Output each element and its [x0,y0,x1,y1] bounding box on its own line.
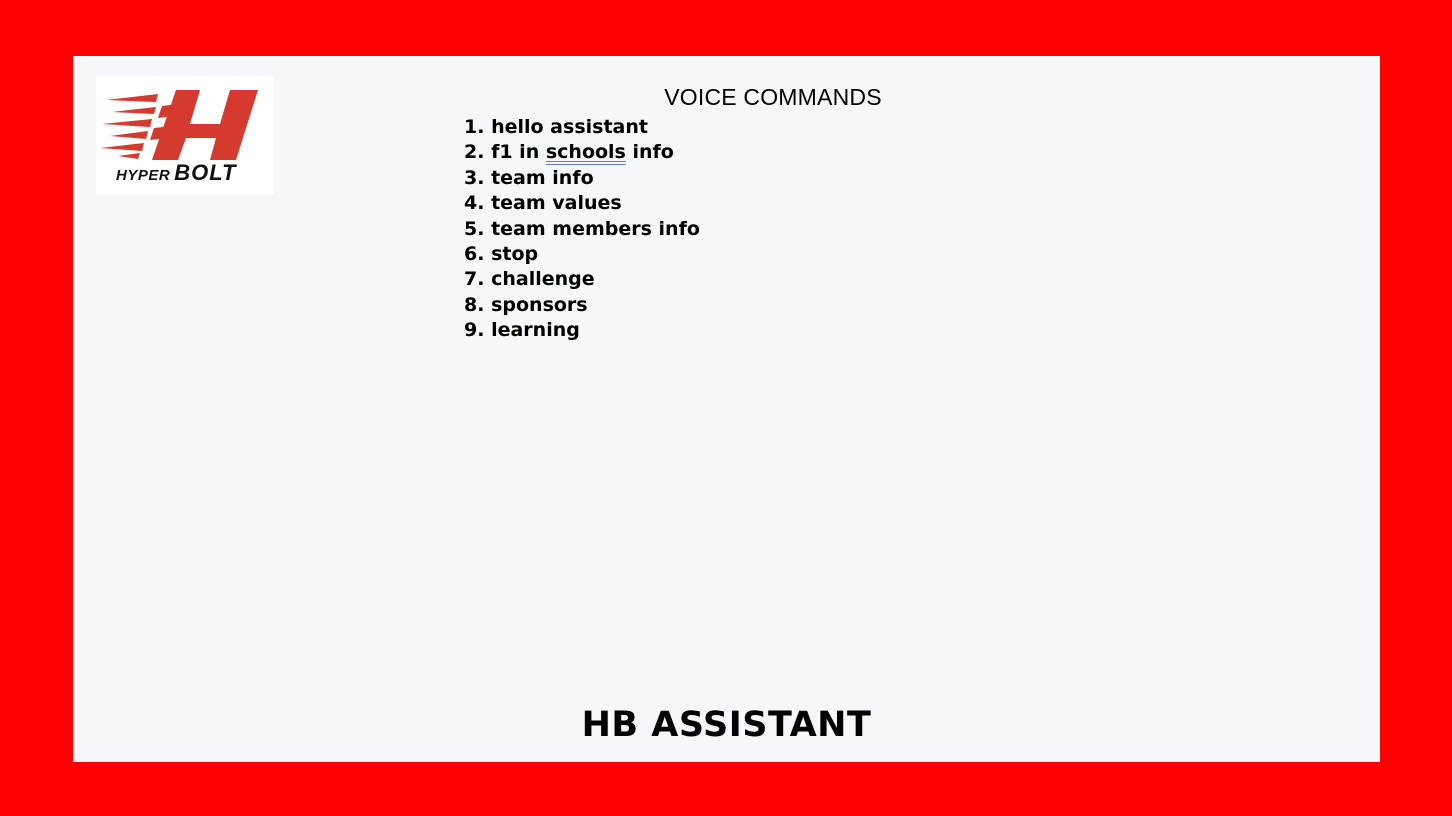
list-item-text-part: f1 in [491,141,546,164]
logo-word-bolt: BOLT [174,160,237,185]
list-item-text: team info [491,166,594,189]
list-item [464,293,700,318]
list-item [464,242,700,267]
list-item-number: 7. [464,268,485,291]
list-item-text: hello assistant [491,116,648,138]
list-item-text: challenge [491,268,595,291]
logo-word-hyper: HYPER [116,167,171,184]
list-item-number: 9. [464,319,485,342]
voice-commands-list [464,115,700,344]
list-item-text-part: info [625,141,674,164]
list-item-number: 2. [464,141,485,164]
logo-wordmark [116,160,236,186]
list-item-text: team members info [491,217,700,240]
list-item-text: stop [491,243,539,266]
page-title: VOICE COMMANDS [664,84,882,110]
list-item [464,217,700,242]
list-item-text: sponsors [491,293,588,316]
list-item-number: 6. [464,243,485,266]
list-item-number: 5. [464,217,485,240]
list-item-number: 4. [464,192,485,215]
list-item [464,166,700,191]
list-item [464,191,700,216]
list-item [464,267,700,292]
list-item [464,140,700,165]
list-item-number: 8. [464,293,485,316]
footer-title: HB ASSISTANT [581,705,872,745]
list-item-text: learning [491,319,580,342]
slide-panel [73,56,1380,762]
list-item-number: 3. [464,166,485,189]
list-item [464,115,700,140]
list-item [464,318,700,343]
list-item-number: 1. [464,116,485,138]
list-item-text: team values [491,192,622,215]
spellcheck-flagged-word: schools [545,141,626,164]
